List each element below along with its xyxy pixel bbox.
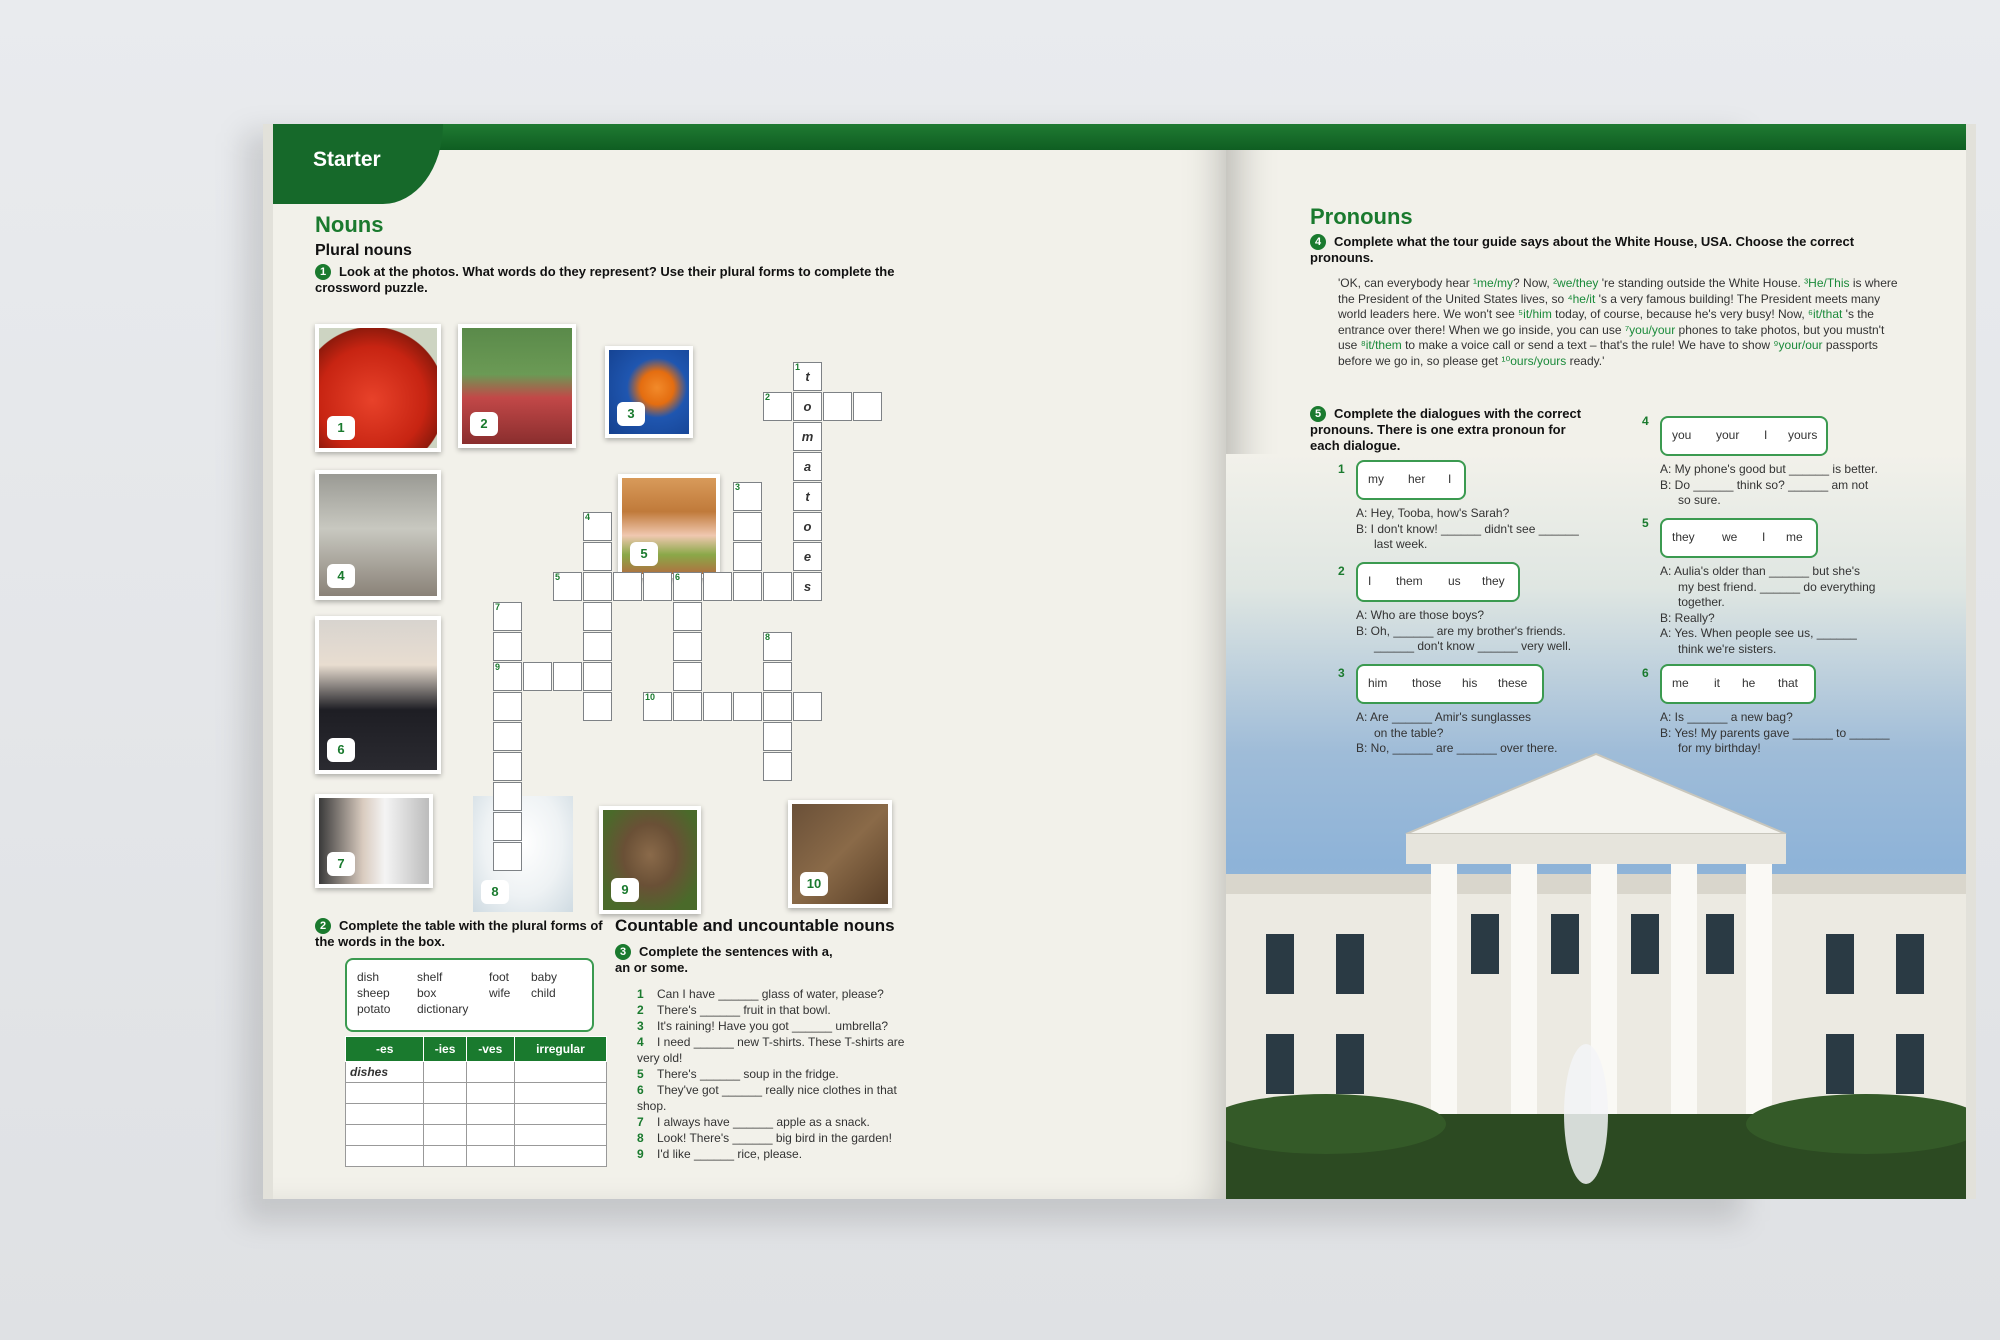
exercise-5-instructions	[1310, 406, 1590, 454]
exercise-number: 3	[615, 944, 631, 960]
crossword-cell[interactable]	[553, 662, 582, 691]
word: I	[1368, 574, 1372, 588]
section-title-countable: Countable and uncountable nouns	[615, 916, 895, 935]
plural-forms-table	[345, 1036, 607, 1167]
dialogue-line: last week.	[1374, 537, 1428, 551]
word: those	[1412, 676, 1442, 690]
tour-guide-paragraph: 'OK, can everybody hear ¹me/my? Now, ²we/they 're standing outside the White House. ³He/This is where the President of the United States lives, so ⁴he/it 's a very famous building! The President meets many world leaders here. We won't see ⁵it/him today, of course, because he's very busy! Now, ⁶it/that 's the entrance over there! When we go inside, you can use ⁷you/your phones to take photos, but you mustn't use ⁸it/them to make a voice call or send a text – that's the rule! We have to show ⁹your/our passports before we go in, so please get ¹⁰ours/yours ready.'	[1338, 276, 1898, 368]
exercise-text: Complete the dialogues with the correct pronouns. There is one extra pronoun for each dialogue.	[1310, 406, 1582, 453]
photo-boy	[458, 324, 576, 448]
dialogue-line: B: No, ______ are ______ over there.	[1356, 741, 1558, 755]
photo-mouse	[599, 806, 701, 914]
dialogue-line: together.	[1678, 595, 1725, 609]
exercise-1-instructions	[315, 264, 915, 296]
photo-woman	[315, 616, 441, 774]
pronoun-choice[interactable]: ⁶it/that	[1808, 307, 1843, 321]
crossword-cell[interactable]	[583, 572, 612, 601]
pronoun-choice[interactable]: ¹me/my	[1473, 276, 1514, 290]
crossword-cell[interactable]	[493, 782, 522, 811]
crossword-cell[interactable]	[583, 602, 612, 631]
word: I	[1762, 530, 1766, 544]
word-box	[345, 958, 594, 1032]
table-cell[interactable]	[514, 1146, 606, 1167]
dialogue-word-box	[1660, 518, 1818, 558]
sentence: 4 I need ______ new T-shirts. These T-shirts are very old!	[637, 1035, 905, 1065]
table-cell[interactable]	[424, 1062, 466, 1083]
section-title-nouns: Nouns	[315, 212, 384, 237]
crossword-cell[interactable]	[733, 692, 762, 721]
exercise-number: 1	[315, 264, 331, 280]
dialogue-line: A: Are ______ Amir's sunglasses	[1356, 710, 1532, 724]
word: they	[1482, 574, 1505, 588]
crossword-number: 9	[495, 662, 501, 672]
dialogue-line: ______ don't know ______ very well.	[1374, 639, 1572, 653]
top-green-bar	[1226, 124, 1966, 150]
photo-label: 10	[800, 872, 828, 896]
word: baby	[531, 970, 558, 984]
word: box	[417, 986, 437, 1000]
crossword-cell[interactable]	[583, 662, 612, 691]
sentences-list	[637, 986, 907, 1162]
word: you	[1672, 428, 1692, 442]
dialogue-word-box	[1660, 664, 1816, 704]
dialogue-line: on the table?	[1374, 725, 1444, 740]
table-cell[interactable]	[466, 1146, 514, 1167]
photo-sandwich	[618, 474, 720, 578]
crossword-cell[interactable]	[673, 632, 702, 661]
dialogue-number: 4	[1642, 414, 1649, 428]
table-cell[interactable]	[424, 1104, 466, 1125]
crossword-cell[interactable]	[763, 752, 792, 781]
photo-tooth	[473, 796, 573, 912]
table-cell[interactable]	[466, 1104, 514, 1125]
table-cell[interactable]	[514, 1104, 606, 1125]
crossword-cell[interactable]	[853, 392, 882, 421]
crossword-number: 5	[555, 572, 561, 582]
photo-label: 6	[327, 738, 355, 762]
word: potato	[357, 1002, 391, 1016]
photo-label: 7	[327, 852, 355, 876]
crossword-cell[interactable]	[673, 602, 702, 631]
table-cell[interactable]	[424, 1125, 466, 1146]
exercise-number: 4	[1310, 234, 1326, 250]
crossword-number: 3	[735, 482, 741, 492]
crossword-cell[interactable]	[763, 692, 792, 721]
photo-label: 5	[630, 542, 658, 566]
table-cell[interactable]	[346, 1146, 424, 1167]
table-header: -ies	[424, 1037, 466, 1062]
crossword-cell[interactable]	[733, 512, 762, 541]
word: him	[1368, 676, 1388, 690]
table-header: irregular	[514, 1037, 606, 1062]
dialogue-text	[1356, 506, 1586, 553]
crossword-cell[interactable]	[523, 662, 552, 691]
dialogue-line: A: My phone's good but ______ is better.	[1660, 462, 1878, 476]
sentence: 8 Look! There's ______ big bird in the garden!	[637, 1131, 892, 1145]
left-page	[263, 124, 1233, 1199]
crossword-number: 6	[675, 572, 681, 582]
table-cell[interactable]	[466, 1083, 514, 1104]
crossword-number: 10	[645, 692, 656, 702]
exercise-number: 5	[1310, 406, 1326, 422]
word: it	[1714, 676, 1720, 690]
table-cell[interactable]	[346, 1083, 424, 1104]
table-cell[interactable]	[514, 1062, 606, 1083]
dialogue-text	[1356, 608, 1596, 655]
word: them	[1396, 574, 1423, 588]
dialogue-number: 3	[1338, 666, 1345, 680]
exercise-3-instructions	[615, 944, 845, 976]
dialogue-number: 1	[1338, 462, 1345, 476]
sentence: 6 They've got ______ really nice clothes in that shop.	[637, 1083, 897, 1113]
dialogue-line: A: Who are those boys?	[1356, 608, 1485, 622]
photo-label: 4	[327, 564, 355, 588]
exercise-number: 2	[315, 918, 331, 934]
word: dictionary	[417, 1002, 469, 1016]
table-cell[interactable]	[514, 1083, 606, 1104]
exercise-text: Look at the photos. What words do they represent? Use their plural forms to complete the crossword puzzle.	[315, 264, 895, 295]
word: they	[1672, 530, 1695, 544]
pronoun-choice[interactable]: ⁷you/your	[1624, 322, 1676, 337]
crossword-cell[interactable]	[823, 392, 852, 421]
crossword-cell: o	[793, 392, 822, 421]
word: child	[531, 986, 556, 1000]
crossword-cell[interactable]	[703, 572, 732, 601]
pronoun-choice[interactable]: ⁸it/them	[1360, 338, 1402, 352]
dialogue-word-box	[1356, 664, 1544, 704]
dialogue-line: think we're sisters.	[1678, 641, 1777, 656]
word: dish	[357, 970, 380, 984]
table-cell[interactable]	[424, 1083, 466, 1104]
word: foot	[489, 970, 510, 984]
photo-knife	[788, 800, 892, 908]
crossword-number: 7	[495, 602, 501, 612]
dialogue-word-box	[1356, 460, 1466, 500]
dialogue-line: so sure.	[1678, 493, 1721, 507]
subsection-title-plural: Plural nouns	[315, 242, 412, 259]
dialogue-number: 2	[1338, 564, 1345, 578]
table-cell: dishes	[346, 1062, 424, 1083]
photo-label: 3	[617, 402, 645, 426]
crossword-cell: o	[793, 512, 822, 541]
word: his	[1462, 676, 1478, 690]
crossword-cell[interactable]	[493, 842, 522, 871]
dialogue-word-box	[1660, 416, 1828, 456]
sentence: 3 It's raining! Have you got ______ umbrella?	[637, 1019, 889, 1033]
dialogue-text	[1660, 564, 1920, 657]
table-header: -es	[346, 1037, 424, 1062]
table-cell[interactable]	[424, 1146, 466, 1167]
right-page	[1226, 124, 1976, 1199]
word: we	[1722, 530, 1738, 544]
starter-label: Starter	[313, 148, 381, 171]
dialogue-line: B: Really?	[1660, 610, 1715, 625]
pronoun-choice[interactable]: ³He/This	[1804, 276, 1850, 290]
dialogue-line: B: I don't know! ______ didn't see ______	[1356, 521, 1579, 536]
table-cell[interactable]	[346, 1125, 424, 1146]
word: my	[1368, 472, 1384, 486]
dialogue-line: B: Do ______ think so? ______ am not	[1660, 477, 1869, 492]
pronoun-choice[interactable]: ⁴he/it	[1567, 291, 1596, 306]
photo-family	[315, 794, 433, 888]
crossword-cell[interactable]	[763, 662, 792, 691]
crossword-cell[interactable]	[613, 572, 642, 601]
dialogue-line: for my birthday!	[1678, 741, 1761, 755]
crossword-cell: s	[793, 572, 822, 601]
table-cell[interactable]	[466, 1125, 514, 1146]
word: wife	[489, 986, 511, 1000]
word: yours	[1788, 428, 1818, 442]
word: I	[1764, 428, 1768, 442]
word: her	[1408, 472, 1426, 486]
word: me	[1786, 530, 1803, 544]
dialogue-line: B: Yes! My parents gave ______ to ______	[1660, 725, 1890, 740]
word: that	[1778, 676, 1799, 690]
pronoun-choice[interactable]: ⁵it/him	[1518, 307, 1552, 321]
crossword-cell[interactable]	[493, 722, 522, 751]
crossword-cell[interactable]	[703, 692, 732, 721]
exercise-4-instructions	[1310, 234, 1870, 266]
crossword-cell[interactable]	[493, 752, 522, 781]
word: these	[1498, 676, 1528, 690]
table-cell[interactable]	[466, 1062, 514, 1083]
crossword-cell[interactable]	[493, 812, 522, 841]
open-textbook	[233, 112, 1898, 1202]
dialogue-line: my best friend. ______ do everything	[1678, 579, 1876, 594]
crossword-cell[interactable]	[763, 722, 792, 751]
crossword-number: 8	[765, 632, 771, 642]
crossword-cell[interactable]	[733, 572, 762, 601]
photo-label: 2	[470, 412, 498, 436]
word: sheep	[357, 986, 390, 1000]
sentence: 9 I'd like ______ rice, please.	[637, 1147, 803, 1161]
word: shelf	[417, 970, 443, 984]
dialogue-number: 5	[1642, 516, 1649, 530]
word: me	[1672, 676, 1689, 690]
word: your	[1716, 428, 1740, 442]
section-title-pronouns: Pronouns	[1310, 204, 1413, 229]
crossword-cell[interactable]	[763, 572, 792, 601]
white-house-photo	[1226, 734, 1966, 1199]
photo-fish	[605, 346, 693, 438]
crossword-cell[interactable]	[583, 542, 612, 571]
crossword-number: 1	[795, 362, 801, 372]
photo-glass	[315, 470, 441, 600]
exercise-text: Complete the sentences with a, an or some.	[615, 944, 833, 975]
photo-label: 9	[611, 878, 639, 902]
table-cell[interactable]	[346, 1104, 424, 1125]
sentence: 1 Can I have ______ glass of water, please?	[637, 987, 884, 1001]
dialogue-word-box	[1356, 562, 1520, 602]
crossword-cell[interactable]	[733, 542, 762, 571]
crossword-cell: m	[793, 422, 822, 451]
crossword-number: 2	[765, 392, 771, 402]
dialogue-line: A: Hey, Tooba, how's Sarah?	[1356, 506, 1510, 520]
photo-label: 8	[481, 880, 509, 904]
dialogue-line: A: Yes. When people see us, ______	[1660, 626, 1857, 640]
crossword-cell[interactable]	[583, 692, 612, 721]
word: he	[1742, 676, 1756, 690]
crossword-cell[interactable]	[493, 692, 522, 721]
crossword-number: 4	[585, 512, 591, 522]
dialogue-text	[1660, 462, 1920, 509]
crossword-cell[interactable]	[583, 632, 612, 661]
dialogue-number: 6	[1642, 666, 1649, 680]
pronoun-choice[interactable]: ²we/they	[1553, 276, 1599, 290]
crossword-cell[interactable]	[493, 632, 522, 661]
sentence: 5 There's ______ soup in the fridge.	[637, 1067, 839, 1081]
dialogue-line: B: Oh, ______ are my brother's friends.	[1356, 623, 1566, 638]
sentence: 2 There's ______ fruit in that bowl.	[637, 1003, 831, 1017]
photo-tomato	[315, 324, 441, 452]
dialogue-line: A: Is ______ a new bag?	[1660, 710, 1793, 724]
crossword-cell: t	[793, 362, 822, 391]
word: I	[1448, 472, 1452, 486]
exercise-2-instructions	[315, 918, 615, 950]
crossword-cell[interactable]	[793, 692, 822, 721]
pronoun-choice[interactable]: ⁹your/our	[1773, 338, 1823, 352]
crossword-cell[interactable]	[673, 692, 702, 721]
exercise-text: Complete what the tour guide says about the White House, USA. Choose the correct pronouns.	[1310, 234, 1855, 265]
crossword-cell: t	[793, 482, 822, 511]
table-cell[interactable]	[514, 1125, 606, 1146]
crossword-cell: e	[793, 542, 822, 571]
pronoun-choice[interactable]: ¹⁰ours/yours	[1501, 353, 1567, 368]
sentence: 7 I always have ______ apple as a snack.	[637, 1115, 870, 1129]
crossword-cell: a	[793, 452, 822, 481]
word: us	[1448, 574, 1461, 588]
crossword-cell[interactable]	[643, 572, 672, 601]
starter-tab	[273, 124, 443, 204]
dialogue-line: A: Aulia's older than ______ but she's	[1660, 564, 1861, 578]
crossword-cell[interactable]	[673, 662, 702, 691]
exercise-text: Complete the table with the plural forms of the words in the box.	[315, 918, 603, 949]
photo-label: 1	[327, 416, 355, 440]
table-header: -ves	[466, 1037, 514, 1062]
